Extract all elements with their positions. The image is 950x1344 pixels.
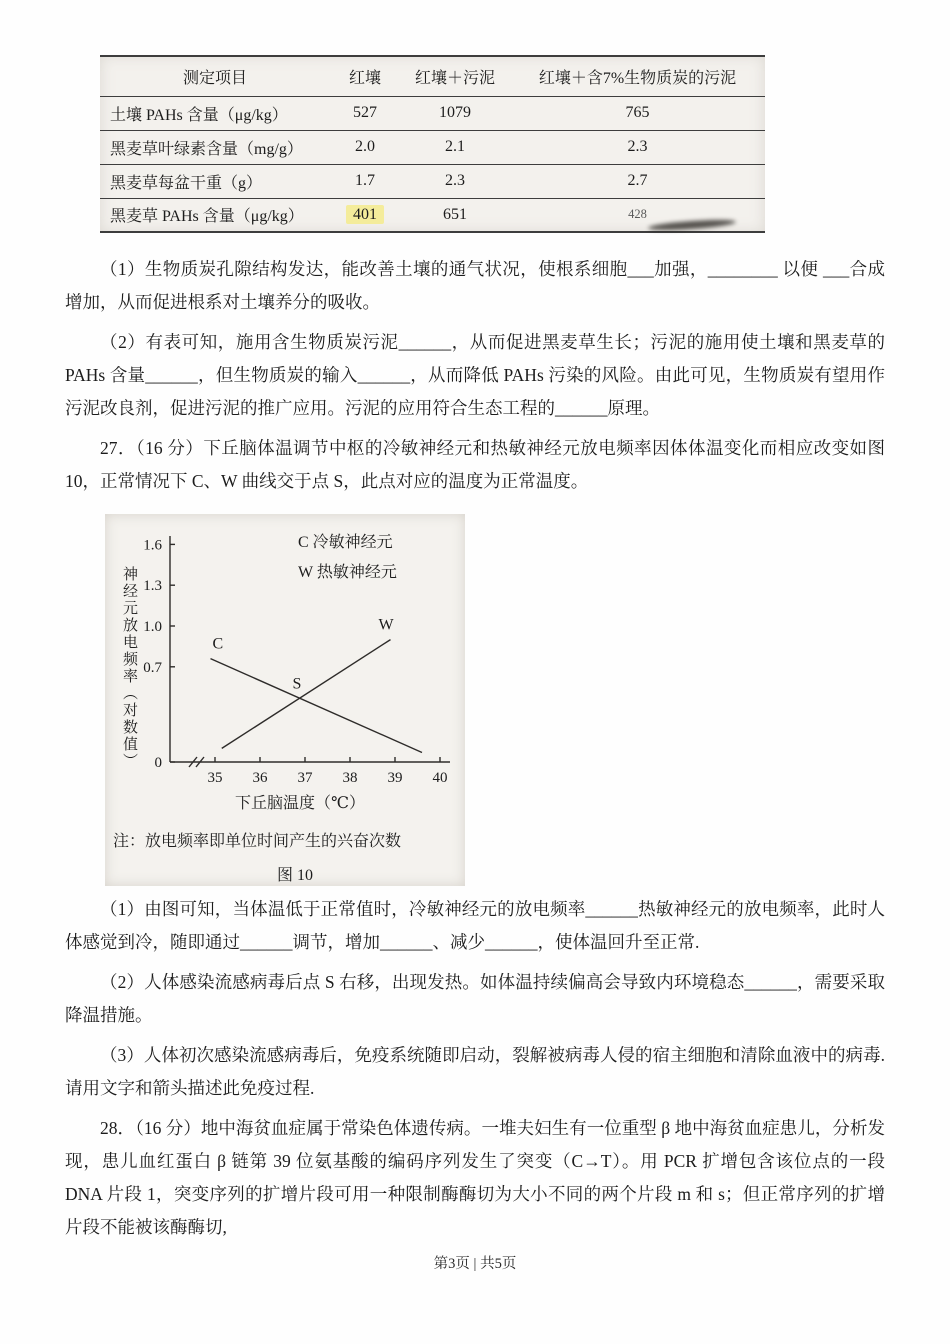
intersection-label-s: S [292, 675, 302, 693]
row-label: 黑麦草 PAHs 含量（μg/kg） [100, 198, 330, 232]
highlighted-value: 401 [346, 205, 384, 224]
x-tick-label: 39 [387, 770, 403, 786]
column-header-item: 测定项目 [100, 56, 330, 96]
question-27-part-1: （1）由图可知，当体温低于正常值时，冷敏神经元的放电频率______热敏神经元的放电频率，此时人体感觉到冷，随即通过______调节，增加______、减少______，使体温回升至正常. [65, 899, 885, 952]
table-cell [330, 198, 400, 232]
figure-10-plot [105, 514, 465, 792]
y-axis-label: 神经元放电频率（对数值） [121, 566, 137, 770]
series-label-w: W [378, 616, 394, 634]
x-tick-label: 38 [342, 770, 358, 786]
y-tick-label: 1.3 [143, 578, 162, 595]
figure-caption: 图 10 [276, 867, 313, 884]
figure-10 [105, 514, 465, 886]
row-label: 土壤 PAHs 含量（μg/kg） [100, 96, 330, 130]
x-tick-label: 36 [252, 770, 268, 786]
question-27-part-2: （2）人体感染流感病毒后点 S 右移，出现发热。如体温持续偏高会导致内环境稳态______，需要采取降温措施。 [65, 972, 885, 1025]
x-tick-label: 40 [432, 770, 448, 786]
table-cell: 428 [510, 198, 765, 232]
table-row [100, 130, 765, 164]
question-28-intro: 28．（16 分）地中海贫血症属于常染色体遗传病。一堆夫妇生有一位重型 β 地中海贫血症患儿，分析发现，患儿血红蛋白 β 链第 39 位氨基酸的编码序列发生了突变（C→T）。用 PCR 扩增包含该位点的一段 DNA 片段 1，突变序列的扩增片段可用一种限制酶酶切为大小不同的两个片段 m 和 s；但正常序列的扩增片段不能被该酶酶切, [65, 1118, 885, 1237]
table-row [100, 96, 765, 130]
table-cell: 2.0 [330, 130, 400, 164]
figure-note: 注：放电频率即单位时间产生的兴奋次数 [113, 833, 402, 850]
x-axis-label: 下丘脑温度（℃） [235, 795, 365, 812]
question-26-part-2: （2）有表可知，施用含生物质炭污泥______，从而促进黑麦草生长；污泥的施用使土壤和黑麦草的 PAHs 含量______，但生物质炭的输入______，从而降低 PAHs 污染的风险。由此可见，生物质炭有望用作污泥改良剂，促进污泥的推广应用。污泥的应用符合生态工程的______原理。 [65, 332, 885, 418]
table-row [100, 164, 765, 198]
table-cell: 2.1 [400, 130, 510, 164]
table-cell: 2.3 [400, 164, 510, 198]
column-header-soil: 红壤 [330, 56, 400, 96]
row-label: 黑麦草叶绿素含量（mg/g） [100, 130, 330, 164]
column-header-biochar: 红壤＋含7%生物质炭的污泥 [510, 56, 765, 96]
series-line-w [222, 640, 391, 749]
y-tick-label: 0.7 [143, 659, 162, 676]
column-header-sludge: 红壤＋污泥 [400, 56, 510, 96]
y-tick-label: 1.6 [143, 537, 162, 554]
series-line-c [211, 659, 423, 753]
results-table-section [100, 55, 765, 233]
table-cell: 2.3 [510, 130, 765, 164]
y-tick-label: 0 [154, 755, 162, 771]
legend-item-cold: C 冷敏神经元 [298, 534, 393, 551]
page-footer: 第3页 | 共5页 [433, 1256, 517, 1272]
table-cell: 651 [400, 198, 510, 232]
question-27-intro: 27．（16 分）下丘脑体温调节中枢的冷敏神经元和热敏神经元放电频率因体体温变化而相应改变如图 10，正常情况下 C、W 曲线交于点 S，此点对应的温度为正常温度。 [65, 438, 885, 491]
question-27-part-3: （3）人体初次感染流感病毒后，免疫系统随即启动，裂解被病毒人侵的宿主细胞和清除血液中的病毒.请用文字和箭头描述此免疫过程. [65, 1045, 885, 1098]
question-26-part-1: （1）生物质炭孔隙结构发达，能改善土壤的通气状况，使根系细胞___加强，________ 以便 ___合成增加，从而促进根系对土壤养分的吸收。 [65, 259, 885, 312]
series-label-c: C [212, 635, 224, 653]
row-label: 黑麦草每盆干重（g） [100, 164, 330, 198]
table-cell: 527 [330, 96, 400, 130]
y-tick-label: 1.0 [143, 619, 162, 635]
table-cell: 2.7 [510, 164, 765, 198]
x-tick-label: 37 [297, 770, 313, 786]
table-header-row [100, 56, 765, 96]
table-cell: 1.7 [330, 164, 400, 198]
results-table [100, 55, 765, 233]
figure-legend [298, 528, 397, 588]
legend-item-warm: W 热敏神经元 [298, 564, 397, 581]
table-cell: 765 [510, 96, 765, 130]
x-tick-label: 35 [207, 770, 223, 786]
table-cell: 1079 [400, 96, 510, 130]
